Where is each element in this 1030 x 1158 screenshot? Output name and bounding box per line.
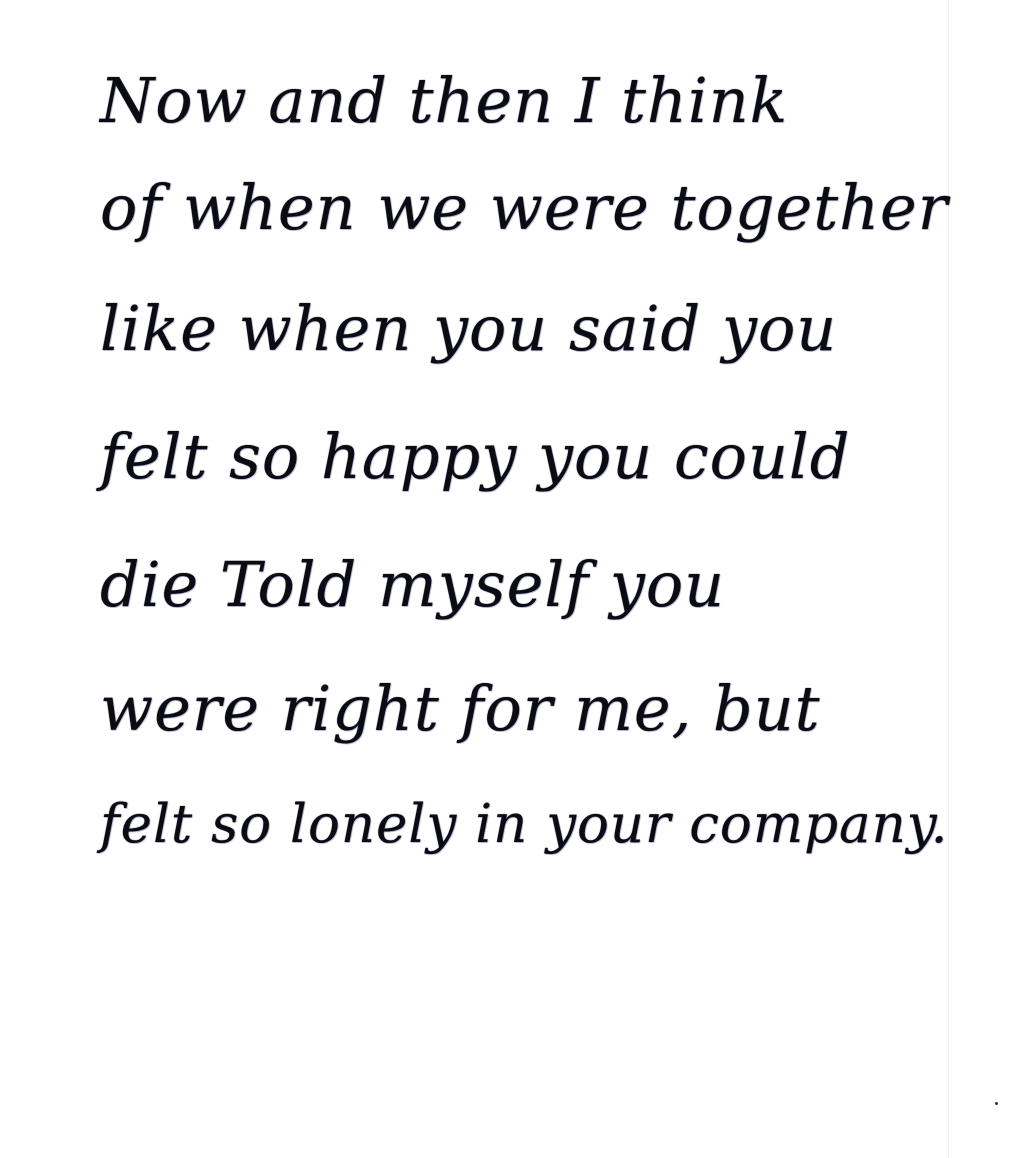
ink-speck [995, 1102, 998, 1105]
note-line: felt so lonely in your company. [100, 794, 949, 855]
note-line: of when we were together [100, 171, 949, 244]
note-line: like when you said you [100, 292, 838, 365]
note-line: were right for me, but [100, 672, 821, 745]
note-line: die Told myself you [100, 548, 726, 621]
note-line: Now and then I think [100, 64, 789, 137]
scan-edge-line [948, 0, 949, 1158]
note-line: felt so happy you could [100, 420, 851, 493]
